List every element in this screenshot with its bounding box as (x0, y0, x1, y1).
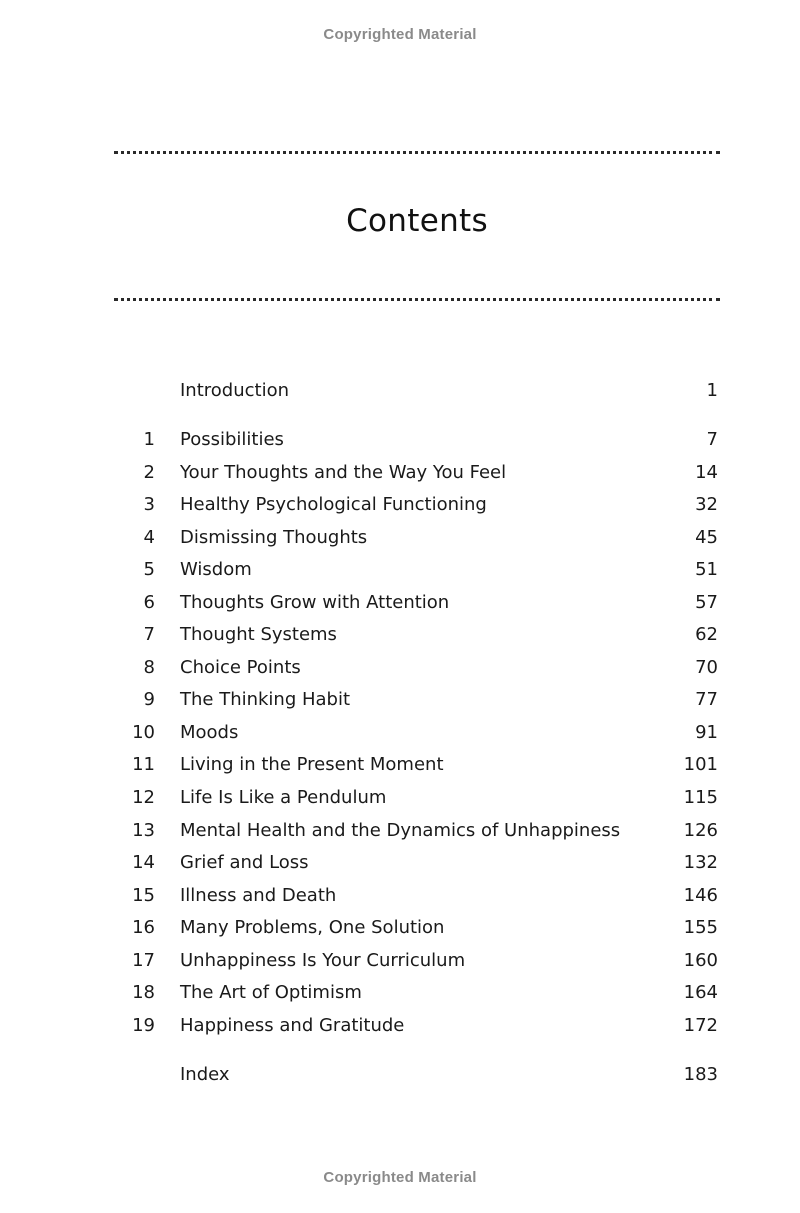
toc-number: 15 (132, 885, 155, 906)
toc-page-number: 14 (695, 462, 718, 483)
toc-title: The Art of Optimism (180, 982, 362, 1003)
toc-number: 10 (132, 722, 155, 743)
toc-page-number: 160 (683, 950, 718, 971)
toc-title: Living in the Present Moment (180, 754, 444, 775)
toc-title: Happiness and Gratitude (180, 1015, 405, 1036)
toc-number: 9 (143, 689, 155, 710)
toc-entry (0, 652, 800, 684)
toc-entry (0, 912, 800, 944)
toc-entry (0, 587, 800, 619)
toc-title: Dismissing Thoughts (180, 527, 368, 548)
toc-title: Life Is Like a Pendulum (180, 787, 387, 808)
toc-number: 5 (143, 559, 155, 580)
toc-page-number: 146 (683, 885, 718, 906)
toc-page-number: 51 (695, 559, 718, 580)
toc-title: Possibilities (180, 429, 284, 450)
toc-number: 19 (132, 1015, 155, 1036)
toc-number: 3 (143, 494, 155, 515)
toc-title: Mental Health and the Dynamics of Unhappiness (180, 820, 621, 841)
toc-entry-index (0, 1059, 800, 1091)
toc-number: 13 (132, 820, 155, 841)
toc-entry (0, 977, 800, 1009)
toc-page-number: 164 (683, 982, 718, 1003)
toc-page-number: 132 (683, 852, 718, 873)
toc-number: 11 (132, 754, 155, 775)
toc-number: 12 (132, 787, 155, 808)
toc-entry-introduction (0, 375, 800, 407)
watermark-bottom: Copyrighted Material (323, 1169, 477, 1186)
toc-title: Many Problems, One Solution (180, 917, 445, 938)
toc-title: Thought Systems (180, 624, 337, 645)
toc-number: 8 (143, 657, 155, 678)
toc-number: 18 (132, 982, 155, 1003)
toc-entry (0, 847, 800, 879)
toc-number: 7 (143, 624, 155, 645)
toc-page-number: 7 (706, 429, 718, 450)
toc-page-number: 45 (695, 527, 718, 548)
toc-number: 2 (143, 462, 155, 483)
toc-entry (0, 717, 800, 749)
toc-entry (0, 619, 800, 651)
toc-page-number: 115 (683, 787, 718, 808)
toc-entry (0, 457, 800, 489)
toc-title: Choice Points (180, 657, 301, 678)
watermark-top: Copyrighted Material (323, 26, 477, 43)
toc-page-number: 101 (683, 754, 718, 775)
toc-page-number: 155 (683, 917, 718, 938)
toc-title: The Thinking Habit (180, 689, 351, 710)
page-title: Contents (346, 203, 488, 239)
toc-page-number: 57 (695, 592, 718, 613)
toc-number: 14 (132, 852, 155, 873)
toc-number: 4 (143, 527, 155, 548)
toc-number: 6 (143, 592, 155, 613)
toc-number: 17 (132, 950, 155, 971)
toc-entry (0, 945, 800, 977)
toc-title: Your Thoughts and the Way You Feel (180, 462, 507, 483)
toc-entry (0, 684, 800, 716)
toc-entry (0, 815, 800, 847)
toc-entry (0, 424, 800, 456)
toc-title: Moods (180, 722, 239, 743)
toc-title: Unhappiness Is Your Curriculum (180, 950, 466, 971)
toc-page-number: 172 (683, 1015, 718, 1036)
toc-entry (0, 489, 800, 521)
toc-entry (0, 749, 800, 781)
toc-entry (0, 782, 800, 814)
toc-title: Illness and Death (180, 885, 337, 906)
toc-title: Introduction (180, 380, 290, 401)
toc-entry (0, 880, 800, 912)
toc-title: Healthy Psychological Functioning (180, 494, 487, 515)
toc-number: 16 (132, 917, 155, 938)
toc-title: Grief and Loss (180, 852, 309, 873)
dotted-rule-bottom (114, 298, 720, 301)
toc-page-number: 62 (695, 624, 718, 645)
toc-page-number: 91 (695, 722, 718, 743)
toc-title: Thoughts Grow with Attention (180, 592, 450, 613)
toc-page-number: 126 (683, 820, 718, 841)
toc-page-number: 32 (695, 494, 718, 515)
toc-entry (0, 522, 800, 554)
toc-title: Index (180, 1064, 230, 1085)
toc-number: 1 (143, 429, 155, 450)
toc-entry (0, 1010, 800, 1042)
toc-page-number: 183 (683, 1064, 718, 1085)
toc-page-number: 1 (706, 380, 718, 401)
dotted-rule-top (114, 151, 720, 154)
toc-page-number: 77 (695, 689, 718, 710)
toc-title: Wisdom (180, 559, 252, 580)
toc-page-number: 70 (695, 657, 718, 678)
toc-entry (0, 554, 800, 586)
